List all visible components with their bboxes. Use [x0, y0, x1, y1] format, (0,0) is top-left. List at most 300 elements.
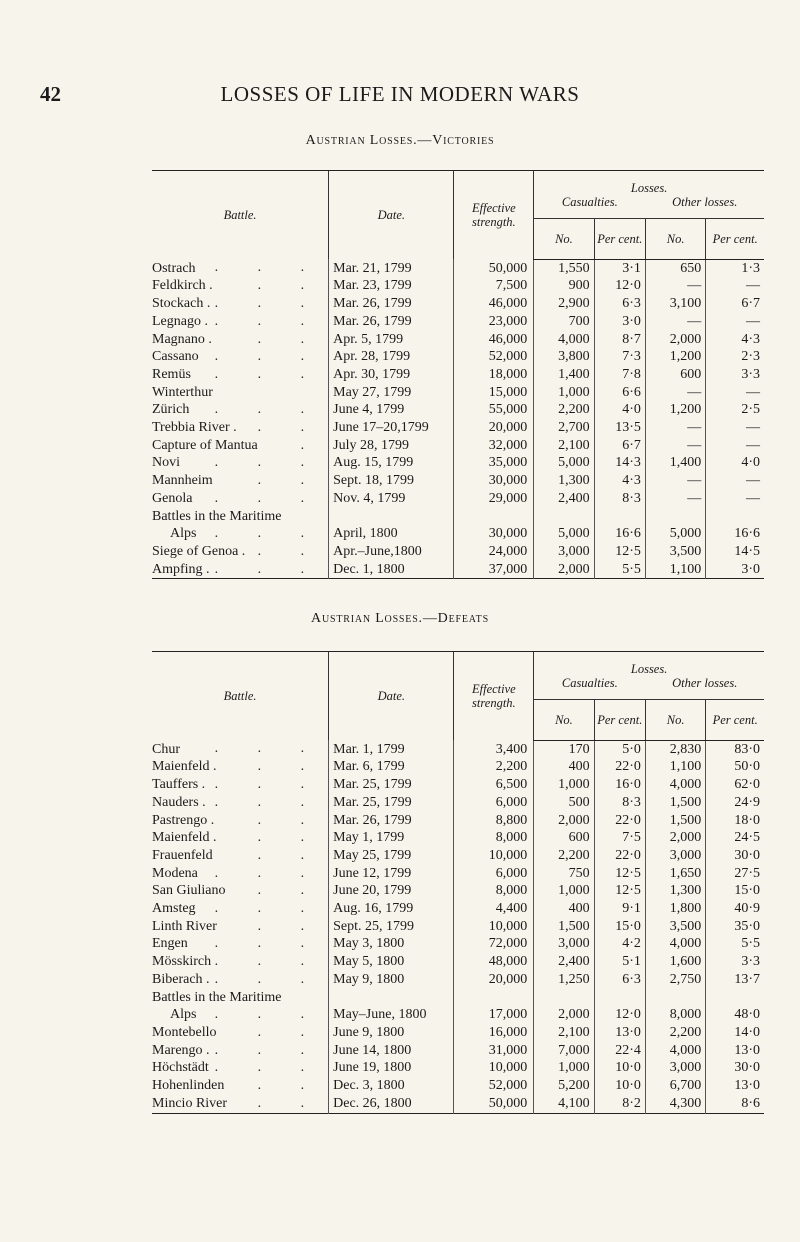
battle-name: Maienfeld .: [152, 830, 217, 846]
battle-date: May–June, 1800: [329, 1006, 454, 1024]
header-casualties: Casualties.: [534, 195, 646, 218]
casualties-per-cent: 7·5: [594, 829, 645, 847]
casualties-per-cent: 3·1: [594, 259, 645, 277]
other-losses-number: 4,300: [645, 1095, 705, 1113]
leader-dots: . . .: [214, 1007, 323, 1023]
battle-name: Trebbia River .: [152, 420, 237, 436]
battle-date: Mar. 6, 1799: [329, 758, 454, 776]
battle-cell: [152, 812, 329, 830]
other-losses-per-cent: 24·9: [706, 794, 764, 812]
battle-name: Battles in the Maritime: [152, 508, 282, 524]
table-row: [152, 865, 764, 883]
casualties-per-cent: 10·0: [594, 1077, 645, 1095]
casualties-number: 900: [534, 277, 594, 295]
casualties-per-cent: 8·3: [594, 794, 645, 812]
effective-strength: 8,800: [454, 812, 534, 830]
battle-cell: [152, 758, 329, 776]
casualties-number: [534, 508, 594, 526]
casualties-number: 2,700: [534, 419, 594, 437]
casualties-per-cent: 5·0: [594, 740, 645, 758]
casualties-per-cent: 4·0: [594, 401, 645, 419]
casualties-per-cent: 8·3: [594, 490, 645, 508]
other-losses-per-cent: [706, 508, 764, 526]
other-losses-number: 3,000: [645, 847, 705, 865]
battle-cell: [152, 900, 329, 918]
battle-cell: [152, 1077, 329, 1095]
effective-strength: 6,000: [454, 794, 534, 812]
battle-cell: [152, 561, 329, 579]
other-losses-per-cent: 13·7: [706, 971, 764, 989]
effective-strength: 29,000: [454, 490, 534, 508]
casualties-number: 2,200: [534, 401, 594, 419]
header-oth-pct: Per cent.: [706, 699, 764, 740]
battle-cell: [152, 829, 329, 847]
header-battle: Battle.: [152, 171, 329, 260]
other-losses-per-cent: 15·0: [706, 882, 764, 900]
casualties-number: 1,500: [534, 918, 594, 936]
effective-strength: 7,500: [454, 277, 534, 295]
battle-name: Amsteg: [152, 901, 196, 917]
battle-date: June 20, 1799: [329, 882, 454, 900]
casualties-per-cent: [594, 508, 645, 526]
battle-date: June 17–20,1799: [329, 419, 454, 437]
battle-date: Dec. 26, 1800: [329, 1095, 454, 1113]
battle-date: Mar. 25, 1799: [329, 776, 454, 794]
other-losses-number: 2,000: [645, 829, 705, 847]
battle-name: Mösskirch: [152, 954, 212, 970]
leader-dots: . .: [257, 812, 323, 828]
battle-name: Höchstädt: [152, 1060, 209, 1076]
other-losses-number: 4,000: [645, 1042, 705, 1060]
battle-cell: [152, 259, 329, 277]
casualties-per-cent: 7·3: [594, 348, 645, 366]
table-row: [152, 935, 764, 953]
leader-dots: . . .: [214, 313, 323, 329]
casualties-number: 700: [534, 313, 594, 331]
casualties-per-cent: 16·6: [594, 525, 645, 543]
table-row: [152, 437, 764, 455]
table-row: [152, 882, 764, 900]
casualties-per-cent: 9·1: [594, 900, 645, 918]
casualties-number: 4,000: [534, 331, 594, 349]
battle-cell: [152, 865, 329, 883]
leader-dots: . .: [257, 883, 323, 899]
table-row: [152, 900, 764, 918]
casualties-per-cent: 12·0: [594, 277, 645, 295]
casualties-per-cent: 12·0: [594, 1006, 645, 1024]
leader-dots: . . .: [214, 260, 323, 276]
battle-name: Legnago .: [152, 313, 208, 329]
other-losses-number: 2,750: [645, 971, 705, 989]
other-losses-per-cent: 27·5: [706, 865, 764, 883]
casualties-number: 3,800: [534, 348, 594, 366]
casualties-per-cent: 13·5: [594, 419, 645, 437]
battle-cell: [152, 472, 329, 490]
table-row: [152, 1024, 764, 1042]
leader-dots: . .: [257, 847, 323, 863]
casualties-number: 5,200: [534, 1077, 594, 1095]
casualties-per-cent: 7·8: [594, 366, 645, 384]
battle-name: Winterthur: [152, 384, 213, 400]
battle-date: Sept. 25, 1799: [329, 918, 454, 936]
battle-date: May 9, 1800: [329, 971, 454, 989]
battle-cell: [152, 740, 329, 758]
other-losses-number: 5,000: [645, 525, 705, 543]
other-losses-per-cent: 35·0: [706, 918, 764, 936]
battle-name: Battles in the Maritime: [152, 989, 282, 1005]
leader-dots: . .: [257, 544, 323, 559]
battle-cell: [152, 1042, 329, 1060]
header-other-losses: Other losses.: [672, 676, 738, 691]
effective-strength: 50,000: [454, 1095, 534, 1113]
other-losses-per-cent: 3·3: [706, 953, 764, 971]
leader-dots: . .: [257, 278, 323, 294]
battle-cell: [152, 454, 329, 472]
other-losses-number: 1,300: [645, 882, 705, 900]
casualties-per-cent: 5·1: [594, 953, 645, 971]
battle-cell: [152, 989, 329, 1007]
other-losses-number: 1,100: [645, 561, 705, 579]
other-losses-number: 1,100: [645, 758, 705, 776]
battle-date: Aug. 16, 1799: [329, 900, 454, 918]
other-losses-number: 4,000: [645, 935, 705, 953]
casualties-number: 5,000: [534, 525, 594, 543]
battle-cell: [152, 437, 329, 455]
battle-name: Cassano: [152, 349, 199, 365]
casualties-number: 1,000: [534, 776, 594, 794]
casualties-per-cent: [594, 989, 645, 1007]
battle-cell: [152, 918, 329, 936]
leader-dots: . . .: [214, 971, 323, 987]
casualties-number: 2,400: [534, 490, 594, 508]
leader-dots: . .: [257, 473, 323, 489]
battle-date: Mar. 25, 1799: [329, 794, 454, 812]
header-date: Date.: [329, 652, 454, 741]
other-losses-number: 1,400: [645, 454, 705, 472]
effective-strength: 20,000: [454, 971, 534, 989]
table-row: [152, 1077, 764, 1095]
battle-date: May 25, 1799: [329, 847, 454, 865]
battle-name: Tauffers .: [152, 777, 206, 793]
battle-date: [329, 508, 454, 526]
other-losses-per-cent: —: [706, 313, 764, 331]
effective-strength: 35,000: [454, 454, 534, 472]
casualties-per-cent: 12·5: [594, 865, 645, 883]
battle-cell: [152, 295, 329, 313]
battle-date: June 14, 1800: [329, 1042, 454, 1060]
battle-cell: [152, 384, 329, 402]
effective-strength: 72,000: [454, 935, 534, 953]
leader-dots: . . .: [214, 561, 323, 577]
table-row: [152, 794, 764, 812]
casualties-per-cent: 8·2: [594, 1095, 645, 1113]
other-losses-per-cent: 3·3: [706, 366, 764, 384]
battle-name: San Giuliano: [152, 883, 226, 899]
effective-strength: 37,000: [454, 561, 534, 579]
effective-strength: 10,000: [454, 918, 534, 936]
battle-date: Mar. 23, 1799: [329, 277, 454, 295]
battle-name: Engen: [152, 936, 188, 952]
other-losses-number: 4,000: [645, 776, 705, 794]
running-head: LOSSES OF LIFE IN MODERN WARS: [220, 82, 580, 106]
other-losses-number: 3,500: [645, 543, 705, 561]
battle-name: Mincio River: [152, 1095, 228, 1111]
casualties-per-cent: 12·5: [594, 882, 645, 900]
table-row: [152, 384, 764, 402]
other-losses-number: 1,800: [645, 900, 705, 918]
casualties-per-cent: 6·3: [594, 971, 645, 989]
page-header: [0, 82, 800, 112]
header-oth-no: No.: [645, 699, 705, 740]
casualties-per-cent: 6·3: [594, 295, 645, 313]
casualties-number: 500: [534, 794, 594, 812]
table-row: [152, 472, 764, 490]
other-losses-per-cent: —: [706, 384, 764, 402]
other-losses-per-cent: 30·0: [706, 1059, 764, 1077]
casualties-number: 2,000: [534, 561, 594, 579]
casualties-per-cent: 6·6: [594, 384, 645, 402]
battle-cell: [152, 935, 329, 953]
other-losses-number: 1,600: [645, 953, 705, 971]
effective-strength: 32,000: [454, 437, 534, 455]
leader-dots: . .: [257, 1095, 323, 1111]
battle-date: Mar. 26, 1799: [329, 812, 454, 830]
other-losses-number: 2,830: [645, 740, 705, 758]
other-losses-number: —: [645, 437, 705, 455]
table-row: [152, 776, 764, 794]
casualties-number: 4,100: [534, 1095, 594, 1113]
other-losses-per-cent: 8·6: [706, 1095, 764, 1113]
table-row: [152, 313, 764, 331]
casualties-number: 1,000: [534, 1059, 594, 1077]
effective-strength: 16,000: [454, 1024, 534, 1042]
battle-name: Magnano .: [152, 331, 212, 347]
other-losses-per-cent: 2·5: [706, 401, 764, 419]
battle-name: Alps: [170, 1007, 197, 1023]
other-losses-number: 1,500: [645, 812, 705, 830]
header-effective-strength: Effective strength.: [454, 171, 534, 260]
other-losses-per-cent: 18·0: [706, 812, 764, 830]
other-losses-per-cent: 50·0: [706, 758, 764, 776]
header-casualties: Casualties.: [534, 676, 646, 699]
battle-name: Chur: [152, 741, 180, 757]
casualties-per-cent: 4·3: [594, 472, 645, 490]
other-losses-per-cent: 14·0: [706, 1024, 764, 1042]
table-row: [152, 740, 764, 758]
casualties-number: 600: [534, 829, 594, 847]
battle-cell: [152, 543, 329, 561]
leader-dots: . . .: [214, 349, 323, 365]
battle-date: July 28, 1799: [329, 437, 454, 455]
battle-date: Aug. 15, 1799: [329, 454, 454, 472]
other-losses-per-cent: 5·5: [706, 935, 764, 953]
other-losses-per-cent: 14·5: [706, 543, 764, 561]
effective-strength: [454, 508, 534, 526]
other-losses-per-cent: —: [706, 472, 764, 490]
other-losses-per-cent: 13·0: [706, 1077, 764, 1095]
leader-dots: . . .: [214, 526, 323, 542]
effective-strength: 24,000: [454, 543, 534, 561]
casualties-per-cent: 15·0: [594, 918, 645, 936]
table-row: [152, 259, 764, 277]
other-losses-number: —: [645, 384, 705, 402]
battle-name: Ostrach: [152, 260, 196, 276]
battle-date: Apr. 5, 1799: [329, 331, 454, 349]
casualties-number: 1,000: [534, 384, 594, 402]
table-row: [152, 953, 764, 971]
other-losses-per-cent: —: [706, 419, 764, 437]
effective-strength: 48,000: [454, 953, 534, 971]
casualties-number: 1,400: [534, 366, 594, 384]
header-battle: Battle.: [152, 652, 329, 741]
other-losses-per-cent: 1·3: [706, 259, 764, 277]
battle-name: Linth River: [152, 918, 217, 934]
table-row: [152, 1006, 764, 1024]
battle-date: June 9, 1800: [329, 1024, 454, 1042]
battle-cell: [152, 1006, 329, 1024]
other-losses-number: 3,000: [645, 1059, 705, 1077]
effective-strength: [454, 989, 534, 1007]
other-losses-number: —: [645, 419, 705, 437]
effective-strength: 2,200: [454, 758, 534, 776]
effective-strength: 10,000: [454, 1059, 534, 1077]
effective-strength: 30,000: [454, 525, 534, 543]
casualties-number: 2,000: [534, 1006, 594, 1024]
other-losses-number: —: [645, 277, 705, 295]
battle-cell: [152, 277, 329, 295]
battle-cell: [152, 953, 329, 971]
other-losses-per-cent: 40·9: [706, 900, 764, 918]
battle-cell: [152, 331, 329, 349]
other-losses-number: 3,100: [645, 295, 705, 313]
effective-strength: 6,500: [454, 776, 534, 794]
leader-dots: . . .: [214, 741, 323, 757]
battle-name: Zürich: [152, 402, 190, 418]
battle-date: Sept. 18, 1799: [329, 472, 454, 490]
casualties-number: 2,000: [534, 812, 594, 830]
battle-cell: [152, 1024, 329, 1042]
effective-strength: 18,000: [454, 366, 534, 384]
battle-name: Pastrengo .: [152, 812, 215, 828]
other-losses-per-cent: 6·7: [706, 295, 764, 313]
other-losses-per-cent: 4·3: [706, 331, 764, 349]
leader-dots: . .: [257, 759, 323, 775]
battle-cell: [152, 776, 329, 794]
other-losses-number: 600: [645, 366, 705, 384]
other-losses-number: 1,500: [645, 794, 705, 812]
header-cas-pct: Per cent.: [594, 218, 645, 259]
table-row: [152, 454, 764, 472]
other-losses-per-cent: 2·3: [706, 348, 764, 366]
effective-strength: 52,000: [454, 1077, 534, 1095]
casualties-number: 2,100: [534, 437, 594, 455]
other-losses-number: 8,000: [645, 1006, 705, 1024]
effective-strength: 4,400: [454, 900, 534, 918]
other-losses-number: —: [645, 490, 705, 508]
table-row: [152, 348, 764, 366]
other-losses-number: 3,500: [645, 918, 705, 936]
leader-dots: . . .: [214, 1060, 323, 1076]
battle-date: June 19, 1800: [329, 1059, 454, 1077]
effective-strength: 46,000: [454, 295, 534, 313]
effective-strength: 55,000: [454, 401, 534, 419]
other-losses-number: 2,200: [645, 1024, 705, 1042]
other-losses-number: 1,200: [645, 348, 705, 366]
table-row: [152, 331, 764, 349]
battle-date: May 3, 1800: [329, 935, 454, 953]
casualties-number: [534, 989, 594, 1007]
battle-date: Mar. 21, 1799: [329, 259, 454, 277]
battle-date: June 12, 1799: [329, 865, 454, 883]
other-losses-per-cent: 24·5: [706, 829, 764, 847]
table-row: [152, 543, 764, 561]
other-losses-per-cent: 30·0: [706, 847, 764, 865]
battle-cell: [152, 1059, 329, 1077]
victories-table: [152, 170, 764, 579]
battle-cell: [152, 366, 329, 384]
table-row: [152, 971, 764, 989]
table-row: [152, 419, 764, 437]
table-row: [152, 758, 764, 776]
defeats-caption: Austrian Losses.—Defeats: [311, 611, 489, 626]
effective-strength: 8,000: [454, 829, 534, 847]
other-losses-per-cent: 62·0: [706, 776, 764, 794]
battle-date: Nov. 4, 1799: [329, 490, 454, 508]
header-oth-no: No.: [645, 218, 705, 259]
battle-name: Frauenfeld: [152, 847, 213, 863]
casualties-per-cent: 10·0: [594, 1059, 645, 1077]
leader-dots: . .: [257, 420, 323, 436]
effective-strength: 30,000: [454, 472, 534, 490]
effective-strength: 17,000: [454, 1006, 534, 1024]
battle-cell: [152, 882, 329, 900]
battle-cell: [152, 971, 329, 989]
other-losses-number: 1,650: [645, 865, 705, 883]
effective-strength: 23,000: [454, 313, 534, 331]
leader-dots: . .: [257, 1078, 323, 1094]
leader-dots: . .: [257, 830, 323, 846]
battle-name: Genola: [152, 490, 193, 506]
header-oth-pct: Per cent.: [706, 218, 764, 259]
effective-strength: 10,000: [454, 847, 534, 865]
leader-dots: . . .: [214, 777, 323, 793]
casualties-number: 400: [534, 758, 594, 776]
battle-date: Dec. 3, 1800: [329, 1077, 454, 1095]
casualties-per-cent: 22·0: [594, 847, 645, 865]
header-cas-pct: Per cent.: [594, 699, 645, 740]
battle-date: Dec. 1, 1800: [329, 561, 454, 579]
other-losses-number: [645, 508, 705, 526]
table-row: [152, 401, 764, 419]
other-losses-per-cent: 3·0: [706, 561, 764, 579]
other-losses-number: 6,700: [645, 1077, 705, 1095]
casualties-number: 1,250: [534, 971, 594, 989]
battle-date: Mar. 26, 1799: [329, 313, 454, 331]
battle-date: Apr.–June,1800: [329, 543, 454, 561]
battle-cell: [152, 508, 329, 526]
leader-dots: . . .: [214, 865, 323, 881]
casualties-number: 2,900: [534, 295, 594, 313]
effective-strength: 8,000: [454, 882, 534, 900]
casualties-per-cent: 12·5: [594, 543, 645, 561]
table-row: [152, 812, 764, 830]
victories-caption: Austrian Losses.—Victories: [305, 133, 495, 148]
other-losses-per-cent: 83·0: [706, 740, 764, 758]
battle-cell: [152, 401, 329, 419]
leader-dots: . . .: [214, 954, 323, 970]
battle-name: Remüs: [152, 366, 191, 382]
leader-dots: . . .: [214, 366, 323, 382]
